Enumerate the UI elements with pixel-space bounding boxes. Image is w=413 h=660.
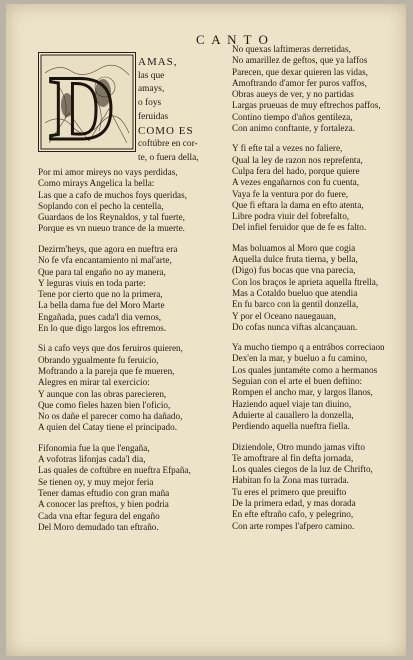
verse-line: Como mirays Angelica la bella: <box>38 178 155 189</box>
verse-line: Alegres en mirar tal exercicio: <box>38 377 150 388</box>
verse-line: Fifonomia fue la que l'engaña, <box>38 442 150 453</box>
verse-line: No quexas laftimeras derretidas, <box>232 44 351 54</box>
verse-line: Largas prueuas de muy eftrechos paffos, <box>232 100 381 111</box>
verse-line: No fe vfa encantamiento ni mal'arte, <box>38 255 172 266</box>
verse-line: Si a cafo veys que dos feruiros quieren, <box>38 343 183 354</box>
verse-line: Dezirm'heys, que agora en nueftra era <box>38 244 178 254</box>
verse-line: Con animo conftante, y fortaleza. <box>232 123 355 134</box>
cap-line: feruidas <box>138 111 169 122</box>
verse-line: Diziendole, Otro mundo jamas vifto <box>232 441 365 452</box>
verse-line: La bella dama fue del Moro Marte <box>38 300 165 311</box>
verse-line: A conocer las preftos, y bien podria <box>38 499 169 510</box>
verse-line: Por mi amor mireys no vays perdidas, <box>38 167 178 177</box>
verse-line: Tu eres el primero que preuifto <box>232 486 347 497</box>
cap-line: amays, <box>138 84 165 95</box>
capital-lines <box>138 56 199 166</box>
verse-line: Soplando con el pecho la centella, <box>38 200 164 211</box>
book-page <box>6 4 406 656</box>
verse-line: Aquella dulce fruta tierna, y bella, <box>232 254 358 265</box>
verse-line: No amarillez de geftos, que ya laffos <box>232 55 368 66</box>
verse-line: Del Moro demudado tan eftraño. <box>38 521 159 532</box>
verse-line: Parecen, que dexar quieren las vidas, <box>232 66 368 77</box>
verse-line: Las que a cafo de muchos foys queridas, <box>38 189 187 200</box>
verse-line: En fu barco con la gentil donzella, <box>232 299 359 310</box>
verse-line: Rompen el ancho mar, y largos llanos, <box>232 387 373 398</box>
verse-line: Del infiel feruidor que de fe es falto. <box>232 222 367 233</box>
verse-line: (Digo) fus bocas que vna parecia, <box>232 265 356 276</box>
verse-line: Que como fieles hazen bien l'oficio, <box>38 399 171 410</box>
verse-line: Contino tiempo d'años gentileza, <box>232 111 353 122</box>
verse-line: Vaya fe la ventura por do fuere, <box>232 188 349 199</box>
verse-line: Perdiendo aquella nueftra fiella. <box>232 421 350 432</box>
verse-line: Porque es vn nueuo trance de la muerte. <box>38 223 185 234</box>
right-column <box>232 44 397 532</box>
verse-line: Culpa fera del hado, porque quiere <box>232 165 360 176</box>
verse-line: Y leguras viuis en toda parte: <box>38 277 146 288</box>
verse-line: Los quales ciegos de la luz de Chrifto, <box>232 464 373 475</box>
left-column <box>38 244 218 533</box>
verse-line: Habitan fo la Zona mas turrada. <box>232 475 349 486</box>
verse-line: Tene por cierto que no la primera, <box>38 289 163 300</box>
verse-line: Aduierte al cauallero la donzella, <box>232 409 354 420</box>
verse-line: Libre podra viuir del fobrefalto, <box>232 211 350 222</box>
woodcut-illustration <box>39 53 135 151</box>
verse-line: Haziendo aquel viaje tan diuino, <box>232 398 352 409</box>
verse-line: Tener damas eftudio con gran maña <box>38 487 170 498</box>
verse-line: Ya mucho tiempo q a entrábos correciaon <box>232 342 385 353</box>
verse-line: Y por el Oceano nauegauan, <box>232 310 336 321</box>
verse-line: Engañada, pues cada'l dia vemos, <box>38 311 162 322</box>
verse-line: A vofotras lifonjas cada'l dia, <box>38 454 146 465</box>
verse-line: Seguian con el arte el buen deftino: <box>232 376 363 387</box>
verse-line: Qual la ley de razon nos reprefenta, <box>232 154 363 165</box>
cap-line: coftúbre en cor- <box>138 139 198 150</box>
left-stanza-0 <box>38 167 187 235</box>
cap-line: las que <box>138 70 165 81</box>
verse-line: Con arte rompes l'afpero camino. <box>232 520 355 531</box>
verse-line: Obrando ygualmente fu feruicio, <box>38 354 159 365</box>
verse-line: Te amoftrare al fin defta jornada, <box>232 452 354 463</box>
verse-line: Cada vna eftar fegura del engaño <box>38 510 160 521</box>
cap-line: o foys <box>138 98 162 109</box>
verse-line: Con los braços le aprieta aquella ftrella, <box>232 276 379 287</box>
verse-line: En efte eftraño cafo, y pelegrino, <box>232 509 354 520</box>
verse-line: Los quales juntaméte como a hermanos <box>232 364 378 375</box>
verse-line: Que para tal engaño no ay manera, <box>38 266 166 277</box>
verse-line: Do cofas nunca viftas alcançauan. <box>232 321 358 332</box>
verse-line: Guardaos de los Reynaldos, y tal fuerte, <box>38 212 185 223</box>
verse-line: Que fi eftara la dama en efto atenta, <box>232 199 364 210</box>
verse-line: No os dañe el parecer como ha dañado, <box>38 411 183 422</box>
cap-line: AMAS, <box>138 56 178 68</box>
page-header: C A N T O <box>196 32 270 47</box>
verse-line: A quien del Catay tiene el principado. <box>38 422 178 433</box>
verse-line: Y aunque con las obras parecieren, <box>38 388 167 399</box>
verse-line: A vezes engañarnos con fu cuenta, <box>232 177 360 188</box>
verse-line: Obras aueys de ver, y no partidas <box>232 89 354 100</box>
verse-line: Las quales de coftúbre en nueftra Efpaña, <box>38 465 191 476</box>
woodcut-dropcap <box>38 52 136 152</box>
verse-line: Y fi efte tal a vezes no faliere, <box>232 143 343 154</box>
verse-line: Moftrando a la pareja que fe mueren, <box>38 365 175 376</box>
verse-line: Dex'en la mar, y bueluo a fu camino, <box>232 353 368 364</box>
cap-line: COMO ES <box>138 124 194 137</box>
verse-line: Mas a Cotaldo bueluo que atendia <box>232 287 358 298</box>
verse-line: Mas boluamos al Moro que cogia <box>232 242 356 253</box>
verse-line: Amoftrando d'amor fer puros vaffos, <box>232 77 367 88</box>
verse-line: En lo que digo largos los eftremos. <box>38 323 167 334</box>
verse-line: De la primera edad, y mas dorada <box>232 497 356 508</box>
cap-line: te, o fuera della, <box>138 152 199 163</box>
verse-line: Se tienen oy, y muy mejor feria <box>38 476 154 487</box>
dropcap-letter: D <box>49 57 116 151</box>
